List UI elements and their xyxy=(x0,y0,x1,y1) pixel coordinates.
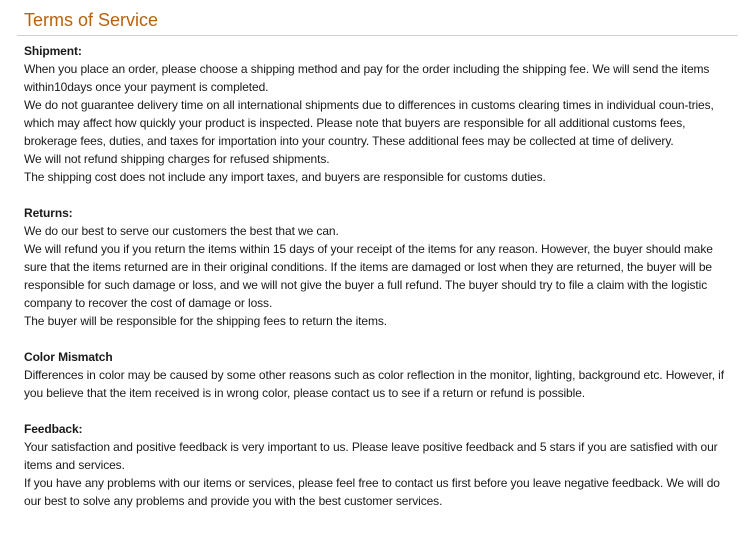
paragraph: We will refund you if you return the items within 15 days of your receipt of the items for any reason. However, the buyer should make sure that the items returned are in their original conditions. If the items are damaged or lost when they are returned, the buyer will be responsible for such damage or loss, and we will not give the buyer a full refund. The buyer should try to file a claim with the logistic company to recover the cost of damage or loss. xyxy=(24,242,713,310)
page-title: Terms of Service xyxy=(24,10,159,30)
section-feedback xyxy=(24,420,738,510)
paragraph: When you place an order, please choose a shipping method and pay for the order including the shipping fee. We will send the items within10days once your payment is completed. xyxy=(24,62,710,94)
paragraph: Your satisfaction and positive feedback is very important to us. Please leave positive feedback and 5 stars if you are satisfied with our items and services. xyxy=(24,440,718,472)
section-heading: Shipment: xyxy=(24,44,82,58)
paragraph: Differences in color may be caused by some other reasons such as color reflection in the monitor, lighting, background etc. However, if you believe that the item received is in wrong color, please contact us to see if a return or refund is possible. xyxy=(24,368,724,400)
paragraph: We do our best to serve our customers the best that we can. xyxy=(24,224,339,238)
terms-content xyxy=(24,42,738,528)
paragraph: The shipping cost does not include any import taxes, and buyers are responsible for customs duties. xyxy=(24,170,546,184)
section-color-mismatch xyxy=(24,348,738,402)
section-shipment xyxy=(24,42,738,186)
section-returns xyxy=(24,204,738,330)
section-heading: Feedback: xyxy=(24,422,83,436)
paragraph: We will not refund shipping charges for refused shipments. xyxy=(24,152,330,166)
title-divider xyxy=(17,35,738,36)
paragraph: We do not guarantee delivery time on all international shipments due to differences in customs clearing times in individual coun-tries, which may affect how quickly your product is inspected. Please note that buyers are responsible for all additional customs fees, brokerage fees, duties, and taxes for importation into your country. These additional fees may be collected at time of delivery. xyxy=(24,98,714,148)
section-heading: Returns: xyxy=(24,206,73,220)
paragraph: If you have any problems with our items or services, please feel free to contact us first before you leave negative feedback. We will do our best to solve any problems and provide you with the best customer services. xyxy=(24,476,720,508)
paragraph: The buyer will be responsible for the shipping fees to return the items. xyxy=(24,314,387,328)
section-heading: Color Mismatch xyxy=(24,350,113,364)
